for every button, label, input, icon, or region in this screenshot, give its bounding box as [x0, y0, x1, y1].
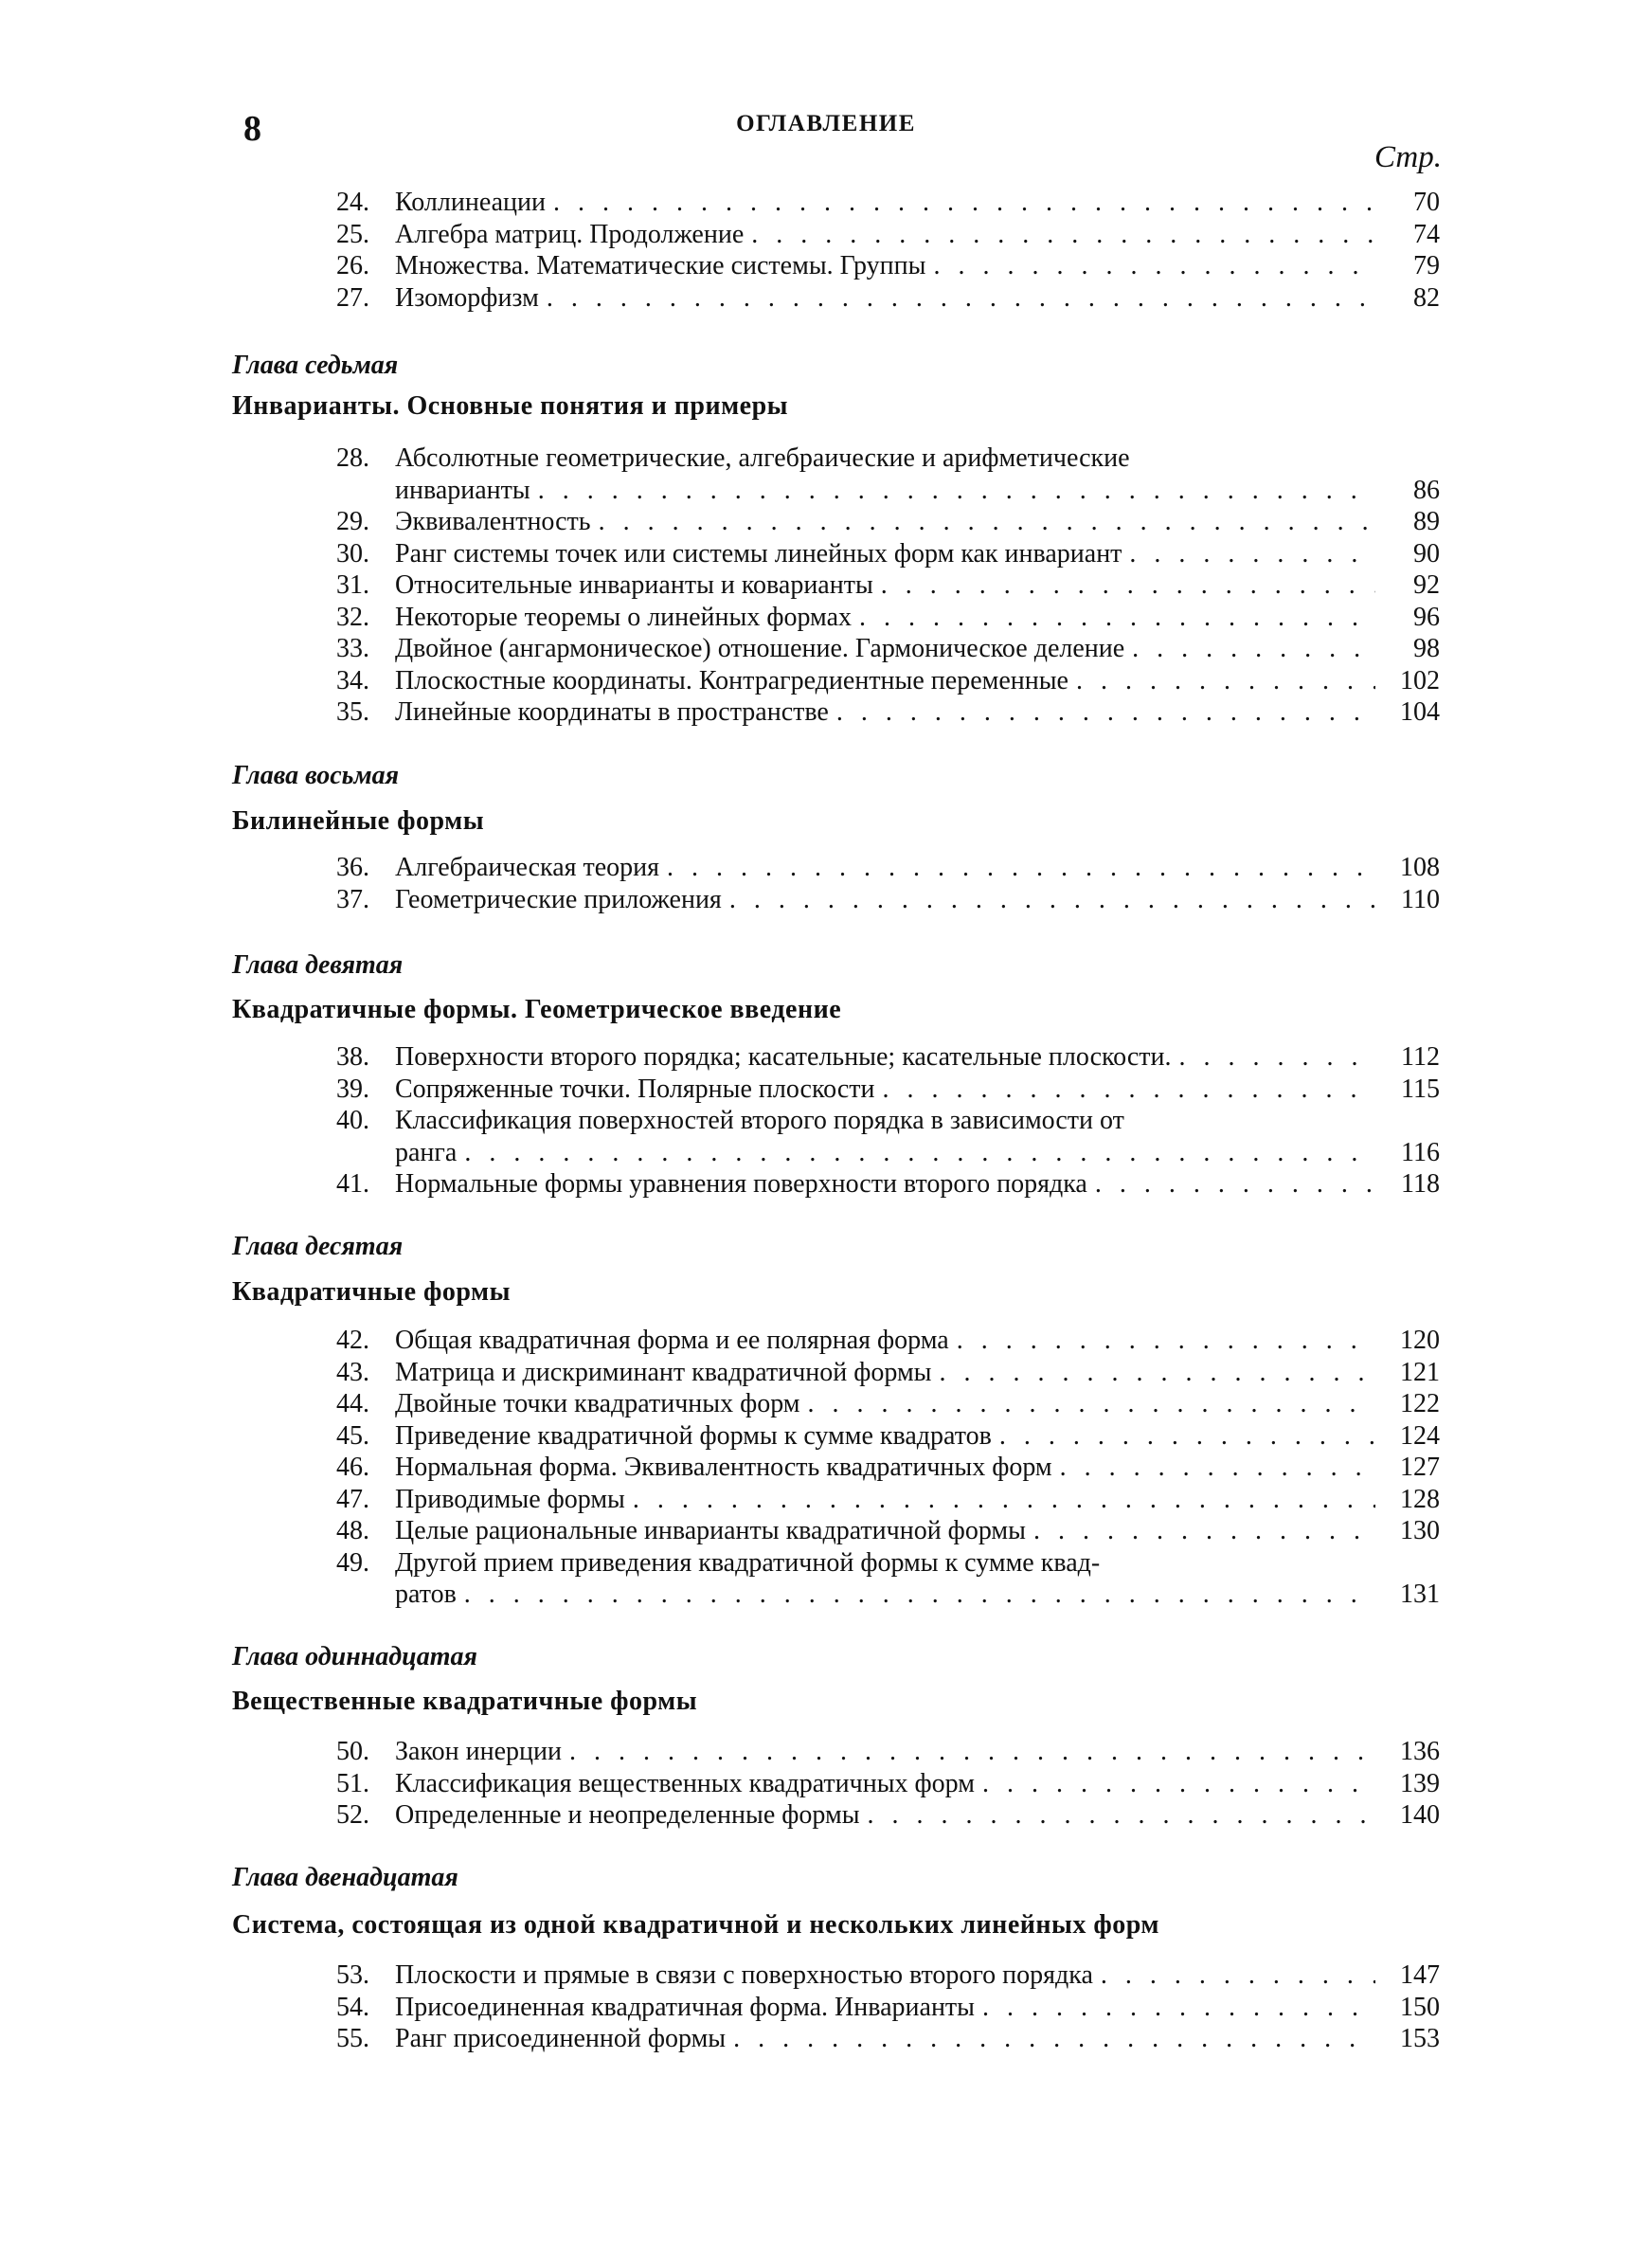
- running-title: ОГЛАВЛЕНИЕ: [736, 111, 916, 136]
- toc-entry: 40. Классификация поверхностей второго порядка в зависимости от ранга . . . 116: [336, 1105, 1440, 1168]
- toc-entry: 53. Плоскости и прямые в связи с поверхностью второго порядка . . . 147: [336, 1959, 1440, 1992]
- toc-section-continuation: [336, 187, 1440, 314]
- toc-entry: 28. Абсолютные геометрические, алгебраические и арифметические инварианты . . . 86: [336, 442, 1440, 506]
- chapter-label: Глава седьмая: [232, 351, 399, 380]
- chapter-label: Глава одиннадцатая: [232, 1642, 477, 1671]
- toc-entry: 35. Линейные координаты в пространстве . . . 104: [336, 696, 1440, 729]
- toc-entry: 29. Эквивалентность . . . 89: [336, 506, 1440, 538]
- chapter-title: Инварианты. Основные понятия и примеры: [232, 391, 789, 421]
- toc-section-chapter-12: [336, 1959, 1440, 2055]
- toc-entry: 55. Ранг присоединенной формы . . . 153: [336, 2023, 1440, 2055]
- toc-entry: 48. Целые рациональные инварианты квадратичной формы . . . 130: [336, 1515, 1440, 1547]
- toc-entry: 49. Другой прием приведения квадратичной формы к сумме квад- ратов . . . 131: [336, 1547, 1440, 1611]
- toc-entry: 37. Геометрические приложения . . . 110: [336, 884, 1440, 916]
- toc-entry: 52. Определенные и неопределенные формы . . . 140: [336, 1799, 1440, 1832]
- toc-entry: 51. Классификация вещественных квадратичных форм . . . 139: [336, 1768, 1440, 1800]
- toc-entry: 27. Изоморфизм . . . 82: [336, 282, 1440, 315]
- chapter-title: Система, состоящая из одной квадратичной и нескольких линейных форм: [232, 1910, 1159, 1940]
- toc-entry: 30. Ранг системы точек или системы линейных форм как инвариант . . . 90: [336, 538, 1440, 570]
- chapter-title: Квадратичные формы. Геометрическое введение: [232, 995, 842, 1024]
- toc-entry: 25. Алгебра матриц. Продолжение . . . 74: [336, 219, 1440, 251]
- toc-entry: 45. Приведение квадратичной формы к сумме квадратов . . . 124: [336, 1420, 1440, 1453]
- toc-section-chapter-11: [336, 1736, 1440, 1832]
- page-number: 8: [243, 109, 261, 149]
- toc-entry: 32. Некоторые теоремы о линейных формах . . . 96: [336, 602, 1440, 634]
- toc-section-chapter-10: [336, 1325, 1440, 1611]
- toc-entry: 42. Общая квадратичная форма и ее полярная форма . . . 120: [336, 1325, 1440, 1357]
- toc-entry: 36. Алгебраическая теория . . . 108: [336, 852, 1440, 884]
- chapter-title: Квадратичные формы: [232, 1277, 511, 1307]
- toc-entry: 33. Двойное (ангармоническое) отношение. Гармоническое деление . . . 98: [336, 633, 1440, 665]
- chapter-label: Глава десятая: [232, 1232, 404, 1261]
- toc-entry: 43. Матрица и дискриминант квадратичной формы . . . 121: [336, 1357, 1440, 1389]
- chapter-title: Вещественные квадратичные формы: [232, 1687, 698, 1716]
- toc-entry: 34. Плоскостные координаты. Контрагредиентные переменные . . . 102: [336, 665, 1440, 697]
- toc-section-chapter-7: [336, 442, 1440, 729]
- toc-section-chapter-8: [336, 852, 1440, 915]
- chapter-label: Глава восьмая: [232, 761, 400, 790]
- toc-entry: 26. Множества. Математические системы. Группы . . . 79: [336, 250, 1440, 282]
- toc-section-chapter-9: [336, 1041, 1440, 1201]
- toc-entry: 24. Коллинеации . . . 70: [336, 187, 1440, 219]
- chapter-label: Глава девятая: [232, 950, 404, 980]
- chapter-label: Глава двенадцатая: [232, 1863, 458, 1892]
- toc-entry: 44. Двойные точки квадратичных форм . . . 122: [336, 1388, 1440, 1420]
- toc-entry: 50. Закон инерции . . . 136: [336, 1736, 1440, 1768]
- toc-entry: 54. Присоединенная квадратичная форма. Инварианты . . . 150: [336, 1992, 1440, 2024]
- toc-entry: 31. Относительные инварианты и коварианты . . . 92: [336, 569, 1440, 602]
- toc-entry: 47. Приводимые формы . . . 128: [336, 1484, 1440, 1516]
- toc-entry: 46. Нормальная форма. Эквивалентность квадратичных форм . . . 127: [336, 1452, 1440, 1484]
- toc-entry: 39. Сопряженные точки. Полярные плоскости . . . 115: [336, 1074, 1440, 1106]
- chapter-title: Билинейные формы: [232, 806, 485, 836]
- page-column-label: Стр.: [1374, 140, 1442, 174]
- toc-entry: 41. Нормальные формы уравнения поверхности второго порядка . . . 118: [336, 1168, 1440, 1201]
- toc-entry: 38. Поверхности второго порядка; касательные; касательные плоскости. . . . 112: [336, 1041, 1440, 1074]
